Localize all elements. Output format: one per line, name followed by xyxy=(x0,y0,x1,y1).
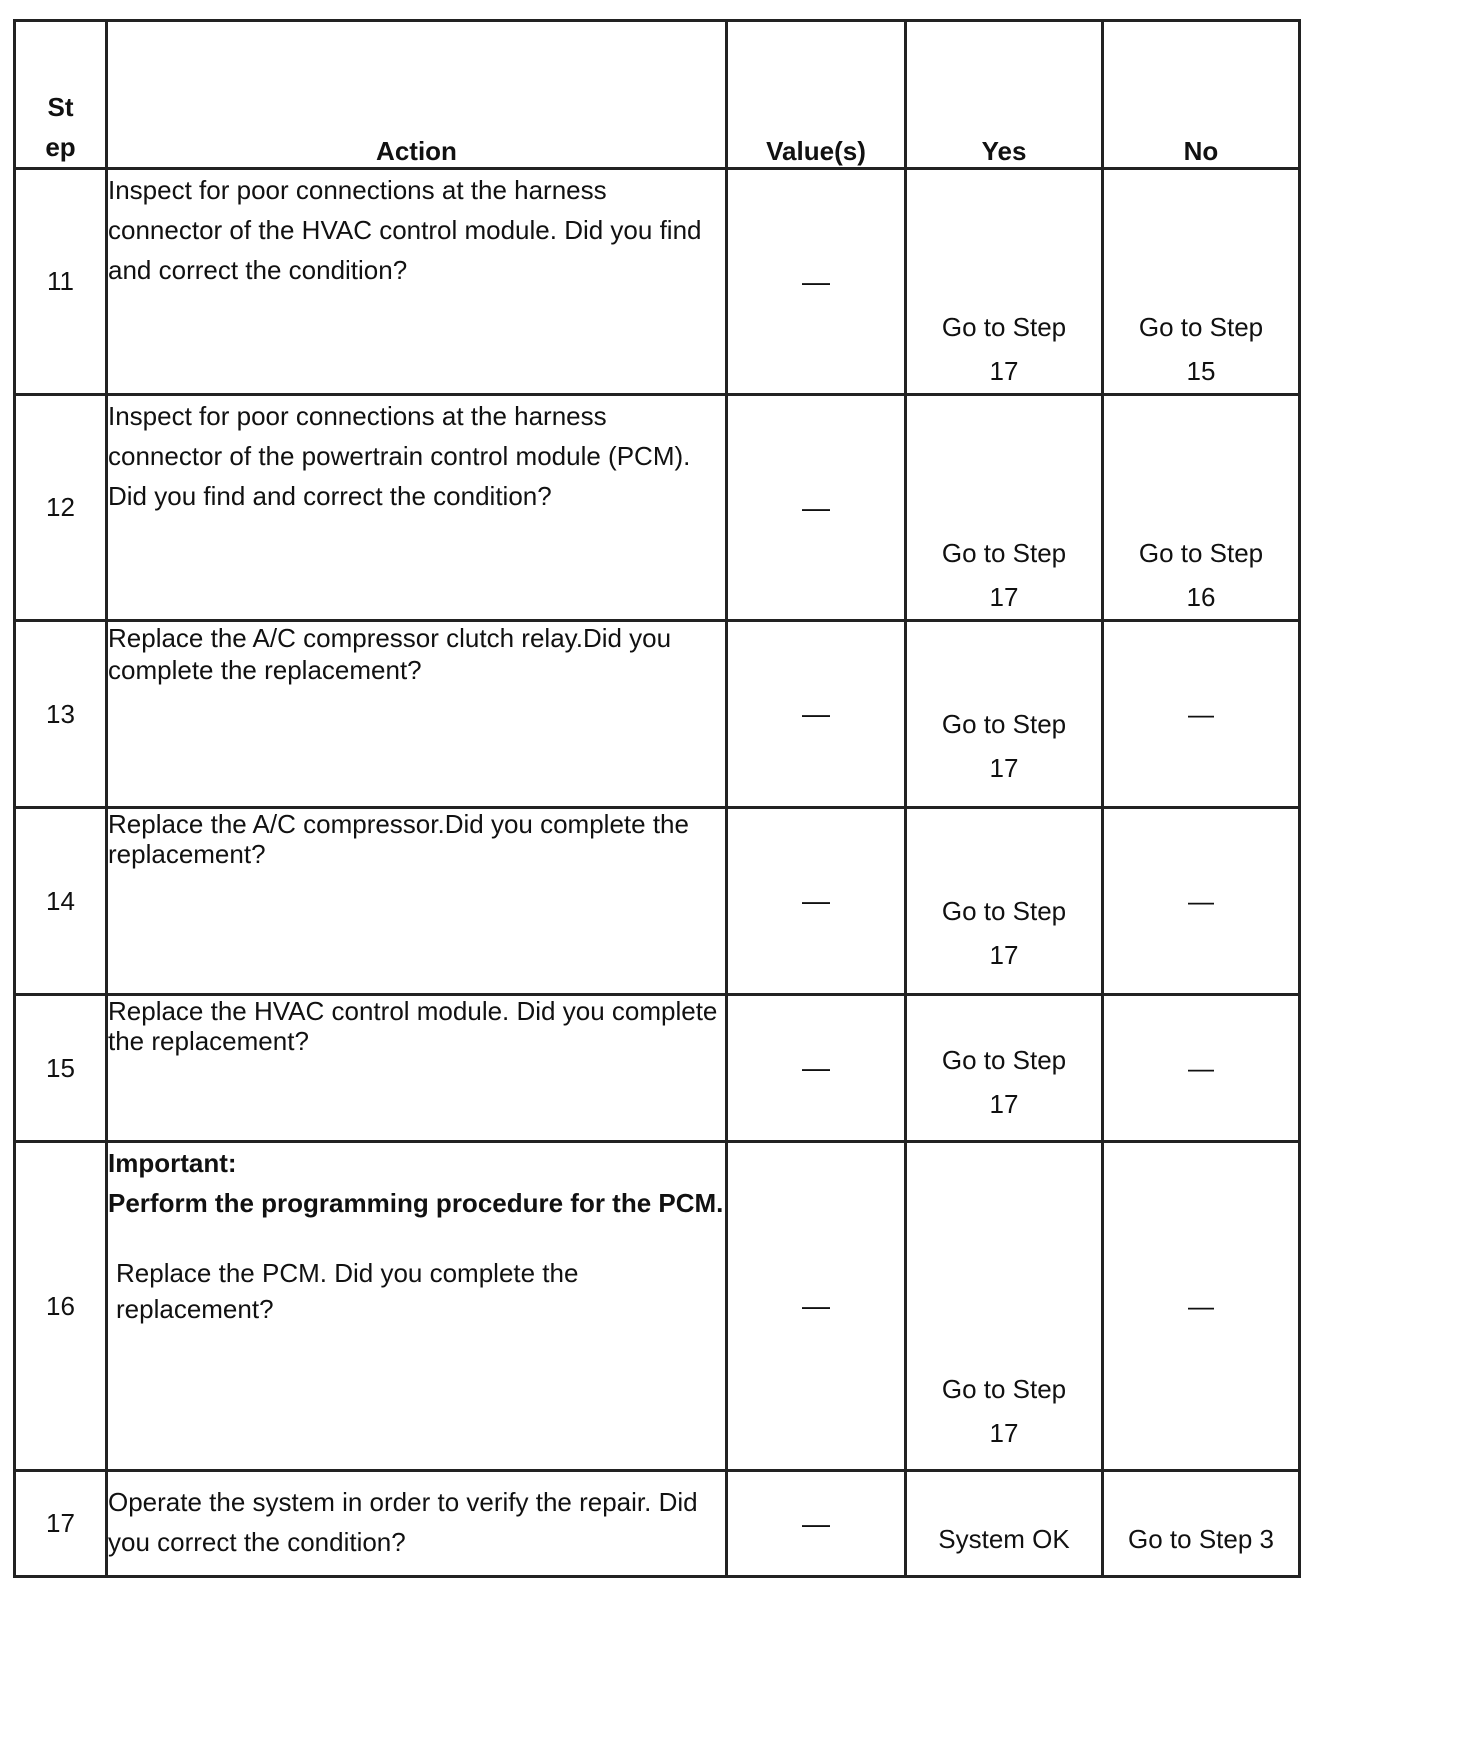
table-row xyxy=(15,808,1300,995)
action-text: Inspect for poor connections at the harness connector of the HVAC control module. Did you find and correct the condition? xyxy=(107,169,727,395)
yes-cell xyxy=(906,395,1103,621)
yes-cell xyxy=(906,621,1103,808)
header-row xyxy=(15,21,1300,169)
step-number: 15 xyxy=(15,995,107,1142)
value-cell: — xyxy=(727,808,906,995)
value-cell: — xyxy=(727,395,906,621)
diagnostic-table xyxy=(13,19,1301,1578)
value-cell: — xyxy=(727,169,906,395)
table-row xyxy=(15,1142,1300,1471)
values-header: Value(s) xyxy=(727,21,906,169)
yes-cell xyxy=(906,808,1103,995)
value-cell: — xyxy=(727,1142,906,1471)
step-number: 12 xyxy=(15,395,107,621)
yes-cell xyxy=(906,1142,1103,1471)
step-header-line2: ep xyxy=(45,132,76,162)
no-step-number: 16 xyxy=(1186,582,1216,612)
yes-go-to-label: Go to Step xyxy=(941,312,1067,342)
yes-step-number: 17 xyxy=(989,356,1019,386)
no-cell xyxy=(1103,395,1300,621)
table-row xyxy=(15,395,1300,621)
value-cell: — xyxy=(727,621,906,808)
no-cell: Go to Step 3 xyxy=(1103,1471,1300,1577)
yes-step-number: 17 xyxy=(989,1089,1019,1119)
yes-go-to-label: Go to Step xyxy=(941,709,1067,739)
important-label: Important: xyxy=(108,1148,237,1178)
yes-step-number: 17 xyxy=(989,940,1019,970)
table-row xyxy=(15,621,1300,808)
value-cell: — xyxy=(727,1471,906,1577)
no-cell: — xyxy=(1103,1142,1300,1471)
action-text: Replace the A/C compressor clutch relay.Did you complete the replacement? xyxy=(107,621,727,808)
value-cell: — xyxy=(727,995,906,1142)
no-cell: — xyxy=(1103,995,1300,1142)
yes-go-to-label: Go to Step xyxy=(941,538,1067,568)
action-text: Operate the system in order to verify the repair. Did you correct the condition? xyxy=(107,1471,727,1577)
yes-cell xyxy=(906,995,1103,1142)
yes-step-number: 17 xyxy=(989,582,1019,612)
step-number: 11 xyxy=(15,169,107,395)
important-text: Perform the programming procedure for the PCM. xyxy=(108,1188,724,1218)
action-text: Replace the A/C compressor.Did you complete the replacement? xyxy=(107,808,727,995)
no-cell: — xyxy=(1103,621,1300,808)
yes-go-to-label: Go to Step xyxy=(941,896,1067,926)
no-header: No xyxy=(1103,21,1300,169)
no-go-to-label: Go to Step xyxy=(1138,538,1264,568)
action-text: Inspect for poor connections at the harness connector of the powertrain control module (PCM). Did you find and correct the condition? xyxy=(107,395,727,621)
action-text: Replace the HVAC control module. Did you complete the replacement? xyxy=(107,995,727,1142)
action-text: Replace the PCM. Did you complete the replacement? xyxy=(116,1258,579,1324)
yes-step-number: 17 xyxy=(989,753,1019,783)
step-header-line1: St xyxy=(47,92,74,122)
yes-cell xyxy=(906,169,1103,395)
no-go-to-label: Go to Step xyxy=(1138,312,1264,342)
yes-cell: System OK xyxy=(906,1471,1103,1577)
table-row xyxy=(15,1471,1300,1577)
yes-go-to-label: Go to Step xyxy=(941,1045,1067,1075)
step-header xyxy=(15,21,107,169)
step-number: 17 xyxy=(15,1471,107,1577)
table-row xyxy=(15,169,1300,395)
no-cell xyxy=(1103,169,1300,395)
yes-go-to-label: Go to Step xyxy=(941,1374,1067,1404)
yes-header: Yes xyxy=(906,21,1103,169)
yes-step-number: 17 xyxy=(989,1418,1019,1448)
action-header: Action xyxy=(107,21,727,169)
step-number: 16 xyxy=(15,1142,107,1471)
step-number: 13 xyxy=(15,621,107,808)
table-row xyxy=(15,995,1300,1142)
no-step-number: 15 xyxy=(1186,356,1216,386)
no-cell: — xyxy=(1103,808,1300,995)
action-cell xyxy=(107,1142,727,1471)
step-number: 14 xyxy=(15,808,107,995)
